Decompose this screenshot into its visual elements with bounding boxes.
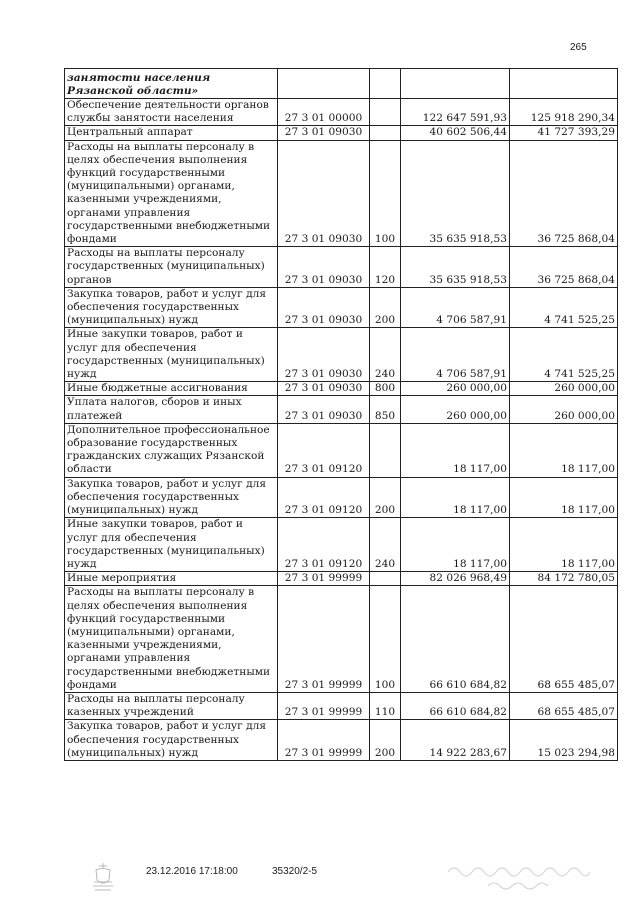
row-kind-cell: 200: [370, 287, 401, 328]
row-code-cell: 27 3 01 99999: [278, 586, 370, 693]
page-number: 265: [570, 42, 587, 53]
row-code-cell: 27 3 01 09120: [278, 423, 370, 477]
row-sum-2018-cell: 15 023 294,98: [510, 720, 618, 761]
row-kind-cell: [370, 69, 401, 99]
row-code-cell: 27 3 01 09030: [278, 396, 370, 423]
table-row: [65, 692, 618, 719]
row-code-cell: 27 3 01 00000: [278, 99, 370, 126]
row-name-cell: Закупка товаров, работ и услуг для обеспечения государственных (муниципальных) нужд: [65, 477, 278, 518]
row-sum-2017-cell: 18 117,00: [401, 518, 510, 572]
row-sum-2017-cell: 260 000,00: [401, 382, 510, 396]
row-name-cell: Расходы на выплаты персоналу казенных учреждений: [65, 692, 278, 719]
row-name-cell: Иные закупки товаров, работ и услуг для обеспечения государственных (муниципальных) нужд: [65, 328, 278, 382]
table-row: [65, 382, 618, 396]
watermark-logo-icon: [444, 860, 594, 892]
row-code-cell: 27 3 01 09030: [278, 328, 370, 382]
row-sum-2018-cell: [510, 69, 618, 99]
row-sum-2018-cell: 18 117,00: [510, 423, 618, 477]
row-name-cell: Иные мероприятия: [65, 572, 278, 586]
row-sum-2017-cell: 18 117,00: [401, 477, 510, 518]
row-name-cell: Иные закупки товаров, работ и услуг для обеспечения государственных (муниципальных) нужд: [65, 518, 278, 572]
row-sum-2017-cell: [401, 69, 510, 99]
table-row: [65, 477, 618, 518]
row-code-cell: 27 3 01 99999: [278, 692, 370, 719]
row-sum-2017-cell: 18 117,00: [401, 423, 510, 477]
row-sum-2017-cell: 66 610 684,82: [401, 692, 510, 719]
row-name-cell: Уплата налогов, сборов и иных платежей: [65, 396, 278, 423]
row-code-cell: 27 3 01 09030: [278, 140, 370, 247]
table-row: [65, 99, 618, 126]
row-kind-cell: 120: [370, 247, 401, 288]
row-code-cell: 27 3 01 09030: [278, 287, 370, 328]
row-code-cell: 27 3 01 09030: [278, 247, 370, 288]
row-code-cell: [278, 69, 370, 99]
row-code-cell: 27 3 01 09030: [278, 382, 370, 396]
budget-table: [64, 68, 618, 761]
table-row: [65, 287, 618, 328]
row-sum-2018-cell: 125 918 290,34: [510, 99, 618, 126]
row-name-cell: Расходы на выплаты персоналу в целях обеспечения выполнения функций государственными (муниципальными) органами, казенными учреждениями, органами управления государственными внебюджетными фондами: [65, 140, 278, 247]
table-row: [65, 518, 618, 572]
row-name-cell: Расходы на выплаты персоналу в целях обеспечения выполнения функций государственными (муниципальными) органами, казенными учреждениями, органами управления государственными внебюджетными фондами: [65, 586, 278, 693]
row-sum-2017-cell: 82 026 968,49: [401, 572, 510, 586]
row-sum-2018-cell: 36 725 868,04: [510, 140, 618, 247]
footer-document-number: 35320/2-5: [272, 866, 318, 877]
row-kind-cell: 100: [370, 140, 401, 247]
row-kind-cell: [370, 126, 401, 140]
footer: [0, 860, 640, 900]
row-kind-cell: 110: [370, 692, 401, 719]
row-sum-2017-cell: 40 602 506,44: [401, 126, 510, 140]
row-name-cell: Закупка товаров, работ и услуг для обеспечения государственных (муниципальных) нужд: [65, 720, 278, 761]
table-row: [65, 69, 618, 99]
row-sum-2018-cell: 84 172 780,05: [510, 572, 618, 586]
table-body: [65, 69, 618, 761]
row-kind-cell: 200: [370, 477, 401, 518]
row-sum-2018-cell: 36 725 868,04: [510, 247, 618, 288]
row-kind-cell: 100: [370, 586, 401, 693]
row-name-cell: Центральный аппарат: [65, 126, 278, 140]
row-code-cell: 27 3 01 09120: [278, 477, 370, 518]
table-row: [65, 126, 618, 140]
row-code-cell: 27 3 01 99999: [278, 720, 370, 761]
table-row: [65, 586, 618, 693]
row-name-cell: Обеспечение деятельности органов службы занятости населения: [65, 99, 278, 126]
row-sum-2018-cell: 4 741 525,25: [510, 328, 618, 382]
table-row: [65, 396, 618, 423]
row-kind-cell: 240: [370, 518, 401, 572]
row-sum-2017-cell: 35 635 918,53: [401, 247, 510, 288]
row-name-cell: Расходы на выплаты персоналу государственных (муниципальных) органов: [65, 247, 278, 288]
table-row: [65, 247, 618, 288]
row-sum-2017-cell: 14 922 283,67: [401, 720, 510, 761]
table-row: [65, 328, 618, 382]
row-kind-cell: 850: [370, 396, 401, 423]
row-name-cell: Дополнительное профессиональное образование государственных гражданских служащих Рязанской области: [65, 423, 278, 477]
row-sum-2018-cell: 4 741 525,25: [510, 287, 618, 328]
row-kind-cell: 800: [370, 382, 401, 396]
row-code-cell: 27 3 01 09120: [278, 518, 370, 572]
row-sum-2017-cell: 66 610 684,82: [401, 586, 510, 693]
row-sum-2018-cell: 260 000,00: [510, 382, 618, 396]
row-sum-2017-cell: 122 647 591,93: [401, 99, 510, 126]
row-kind-cell: [370, 572, 401, 586]
row-code-cell: 27 3 01 09030: [278, 126, 370, 140]
row-sum-2017-cell: 260 000,00: [401, 396, 510, 423]
table-row: [65, 140, 618, 247]
table-row: [65, 423, 618, 477]
row-kind-cell: [370, 423, 401, 477]
table-row: [65, 572, 618, 586]
row-name-cell: Иные бюджетные ассигнования: [65, 382, 278, 396]
row-name-cell: Закупка товаров, работ и услуг для обеспечения государственных (муниципальных) нужд: [65, 287, 278, 328]
row-sum-2018-cell: 260 000,00: [510, 396, 618, 423]
row-kind-cell: [370, 99, 401, 126]
row-sum-2018-cell: 68 655 485,07: [510, 586, 618, 693]
row-sum-2017-cell: 4 706 587,91: [401, 287, 510, 328]
row-code-cell: 27 3 01 99999: [278, 572, 370, 586]
row-kind-cell: 240: [370, 328, 401, 382]
coat-of-arms-icon: [88, 860, 118, 894]
row-sum-2018-cell: 68 655 485,07: [510, 692, 618, 719]
row-name-cell: занятости населения Рязанской области»: [65, 69, 278, 99]
row-sum-2018-cell: 18 117,00: [510, 477, 618, 518]
row-sum-2017-cell: 35 635 918,53: [401, 140, 510, 247]
row-kind-cell: 200: [370, 720, 401, 761]
footer-timestamp: 23.12.2016 17:18:00: [146, 866, 238, 877]
table-row: [65, 720, 618, 761]
row-sum-2018-cell: 41 727 393,29: [510, 126, 618, 140]
row-sum-2018-cell: 18 117,00: [510, 518, 618, 572]
row-sum-2017-cell: 4 706 587,91: [401, 328, 510, 382]
